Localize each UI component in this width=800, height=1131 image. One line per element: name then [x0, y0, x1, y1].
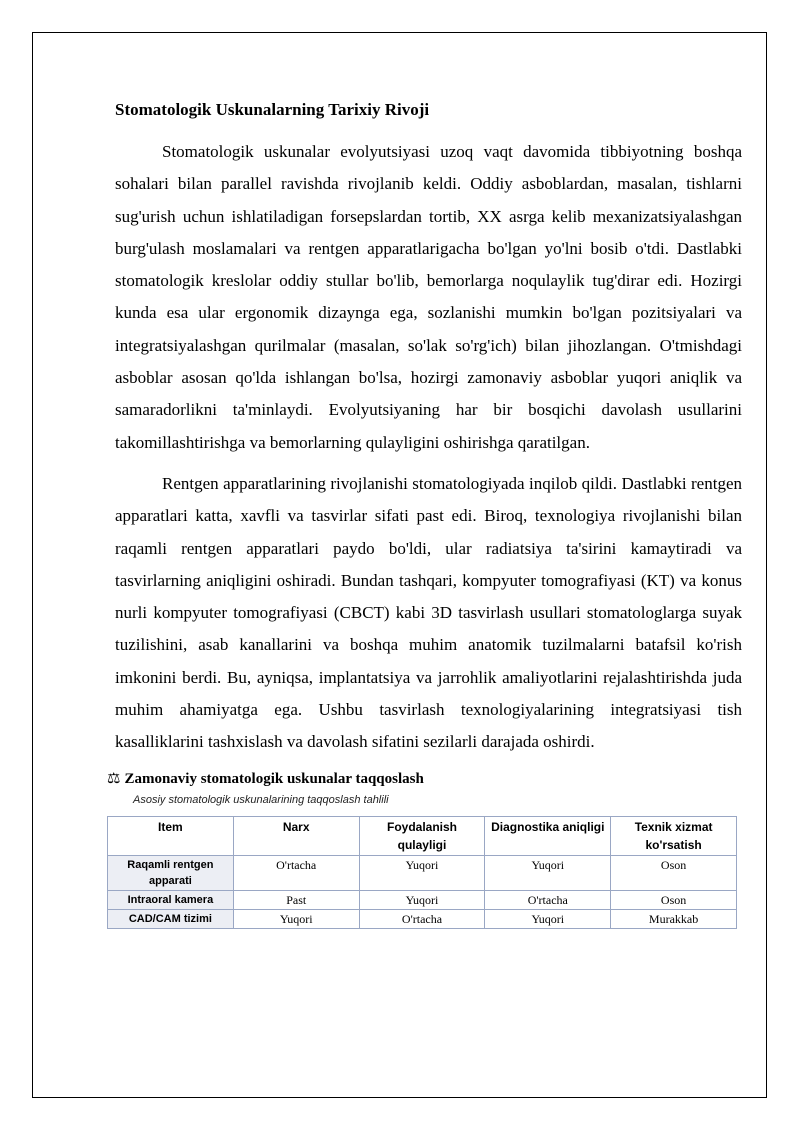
table-row — [108, 909, 737, 928]
table-cell: Oson — [611, 855, 737, 890]
table-cell: O'rtacha — [359, 909, 485, 928]
table-cell: Yuqori — [485, 855, 611, 890]
table-section-heading — [107, 768, 742, 790]
table-cell: Yuqori — [485, 909, 611, 928]
table-row — [108, 855, 737, 890]
table-cell: O'rtacha — [485, 890, 611, 909]
table-cell: Yuqori — [233, 909, 359, 928]
table-cell: O'rtacha — [233, 855, 359, 890]
table-cell: Yuqori — [359, 890, 485, 909]
table-cell: Yuqori — [359, 855, 485, 890]
column-header: Texnik xizmat ko'rsatish — [611, 816, 737, 855]
table-header-row — [108, 816, 737, 855]
table-row — [108, 890, 737, 909]
paragraph: Stomatologik uskunalar evolyutsiyasi uzoq vaqt davomida tibbiyotning boshqa sohalari bilan parallel ravishda rivojlanib keldi. Oddiy asboblardan, masalan, tishlarni sug'urish uchun ishlatiladigan forsepslardan tortib, XX asrga kelib mexanizatsiyalashgan burg'ulash moslamalari va rentgen apparatlarigacha bo'lgan yo'lni bosib o'tdi. Dastlabki stomatologik kreslolar oddiy stullar bo'lib, bemorlarga noqulaylik tug'dirar edi. Hozirgi kunda esa ular ergonomik dizaynga ega, sozlanishi mumkin bo'lgan pozitsiyalari va integratsiyalashgan qurilmalar (masalan, so'lak so'rg'ich) bilan jihozlangan. O'tmishdagi asboblar asosan qo'lda ishlangan bo'lsa, hozirgi zamonaviy asboblar yuqori aniqlik va samaradorlikni ta'minlaydi. Evolyutsiyaning har bir bosqichi davolash usullarini takomillashtirishga va bemorlarning qulayligini oshirishga qaratilgan. — [115, 142, 742, 452]
comparison-table — [107, 816, 737, 929]
paragraph: Rentgen apparatlarining rivojlanishi stomatologiyada inqilob qildi. Dastlabki rentgen apparatlari katta, xavfli va tasvirlar sifati past edi. Biroq, texnologiya rivojlanishi bilan raqamli rentgen apparatlari paydo bo'ldi, ular radiatsiya ta'sirini kamaytiradi va tasvirlarning aniqligini oshiradi. Bundan tashqari, kompyuter tomografiyasi (KT) va konus nurli kompyuter tomografiyasi (CBCT) kabi 3D tasvirlash usullari stomatologlarga suyak tuzilishini, asab kanallarini va boshqa muhim anatomik tuzilmalarni batafsil ko'rish imkonini berdi. Bu, ayniqsa, implantatsiya va jarrohlik amaliyotlarini rejalashtirishda juda muhim ahamiyatga ega. Ushbu tasvirlash texnologiyalarining integratsiyasi tish kasalliklarini tashxislash va davolash sifatini sezilarli darajada oshirdi. — [115, 473, 742, 752]
column-header: Foydalanish qulayligi — [359, 816, 485, 855]
table-cell: Murakkab — [611, 909, 737, 928]
column-header: Item — [108, 816, 234, 855]
row-header-cell: Intraoral kamera — [108, 890, 234, 909]
row-header-cell: CAD/CAM tizimi — [108, 909, 234, 928]
scales-icon: ⚖ — [107, 770, 121, 787]
table-cell: Oson — [611, 890, 737, 909]
column-header: Narx — [233, 816, 359, 855]
table-cell: Past — [233, 890, 359, 909]
row-header-cell: Raqamli rentgen apparati — [108, 855, 234, 890]
column-header: Diagnostika aniqligi — [485, 816, 611, 855]
table-caption: Asosiy stomatologik uskunalarining taqqoslash tahlili — [133, 793, 389, 806]
table-heading-text: Zamonaviy stomatologik uskunalar taqqoslash — [124, 770, 424, 787]
document-body — [107, 98, 742, 929]
document-title: Stomatologik Uskunalarning Tarixiy Rivoji — [115, 100, 430, 119]
